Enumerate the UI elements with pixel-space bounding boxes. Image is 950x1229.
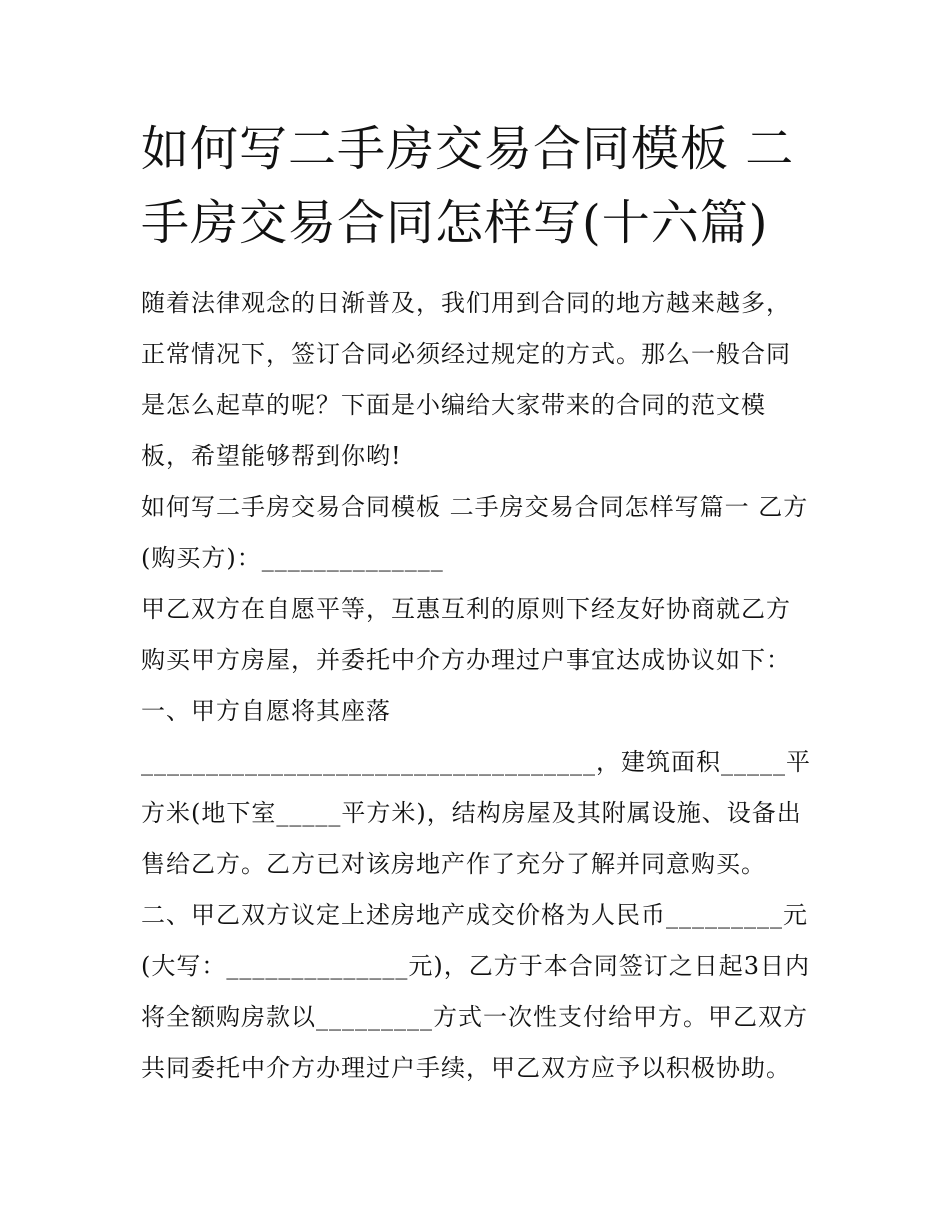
agreement-preamble-paragraph: 甲乙双方在自愿平等，互惠互利的原则下经友好协商就乙方购买甲方房屋，并委托中介方办理过户事宜达成协议如下： <box>141 595 791 674</box>
document-page <box>141 112 813 1094</box>
clause-one-body: ___________________________________，建筑面积_____平方米(地下室_____平方米)，结构房屋及其附属设施、设备出售给乙方。乙方已对该房地产作了充分了解并同意购买。 <box>141 748 811 878</box>
clause-two-body: 二、甲乙双方议定上述房地产成交价格为人民币_________元(大写：______________元)，乙方于本合同签订之日起3日内将全额购房款以_________方式一次性支付给甲方。甲乙双方共同委托中介方办理过户手续，甲乙双方应予以积极协助。 <box>141 901 810 1082</box>
intro-paragraph: 随着法律观念的日渐普及，我们用到合同的地方越来越多，正常情况下，签订合同必须经过规定的方式。那么一般合同是怎么起草的呢？下面是小编给大家带来的合同的范文模板，希望能够帮到你哟! <box>141 289 791 470</box>
clause-one-heading: 一、甲方自愿将其座落 <box>141 697 391 725</box>
section-heading-paragraph: 如何写二手房交易合同模板 二手房交易合同怎样写篇一 乙方(购买方)：______________ <box>141 493 809 572</box>
document-title: 如何写二手房交易合同模板 二手房交易合同怎样写(十六篇) <box>141 121 795 251</box>
